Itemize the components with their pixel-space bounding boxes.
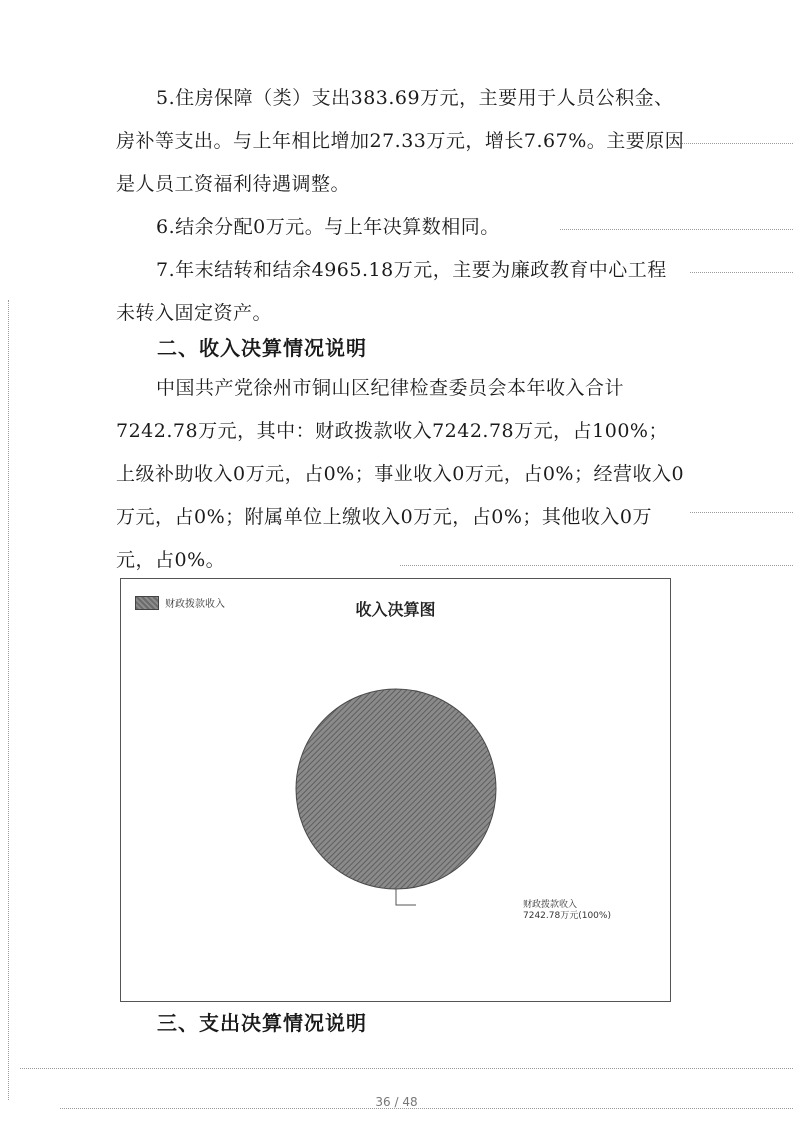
slice-label-value: 7242.78万元(100%): [523, 911, 611, 921]
paragraph-surplus: 6.结余分配0万元。与上年决算数相同。: [156, 216, 500, 238]
dotted-guide: [20, 1068, 793, 1069]
page-number: 36 / 48: [375, 1095, 418, 1109]
pie-plot: [121, 579, 670, 1001]
dotted-guide: [670, 143, 793, 144]
paragraph-income: 中国共产党徐州市铜山区纪律检查委员会本年收入合计7242.78万元，其中：财政拨款收入7242.78万元，占100%；上级补助收入0万元，占0%；事业收入0万元，占0%；经营收入0万元，占0%；附属单位上缴收入0万元，占0%；其他收入0万元，占0%。: [116, 377, 685, 571]
paragraph-housing: 5.住房保障（类）支出383.69万元，主要用于人员公积金、房补等支出。与上年相比增加27.33万元，增长7.67%。主要原因是人员工资福利待遇调整。: [116, 87, 685, 195]
section-heading-income: 二、收入决算情况说明: [157, 336, 367, 360]
legend-label: 财政拨款收入: [165, 599, 225, 610]
pie-slice-0: [296, 689, 496, 889]
paragraph-carryover: 7.年末结转和结余4965.18万元，主要为廉政教育中心工程未转入固定资产。: [116, 259, 667, 324]
dotted-guide: [8, 300, 9, 1100]
income-pie-chart: [120, 578, 671, 1002]
dotted-guide: [690, 512, 793, 513]
section-heading-expenditure: 三、支出决算情况说明: [157, 1011, 367, 1035]
slice-leader-line: [396, 889, 416, 905]
slice-data-label: [523, 900, 611, 922]
slice-label-name: 财政拨款收入: [523, 900, 578, 910]
chart-title: 收入决算图: [355, 600, 436, 619]
dotted-guide: [690, 272, 793, 273]
